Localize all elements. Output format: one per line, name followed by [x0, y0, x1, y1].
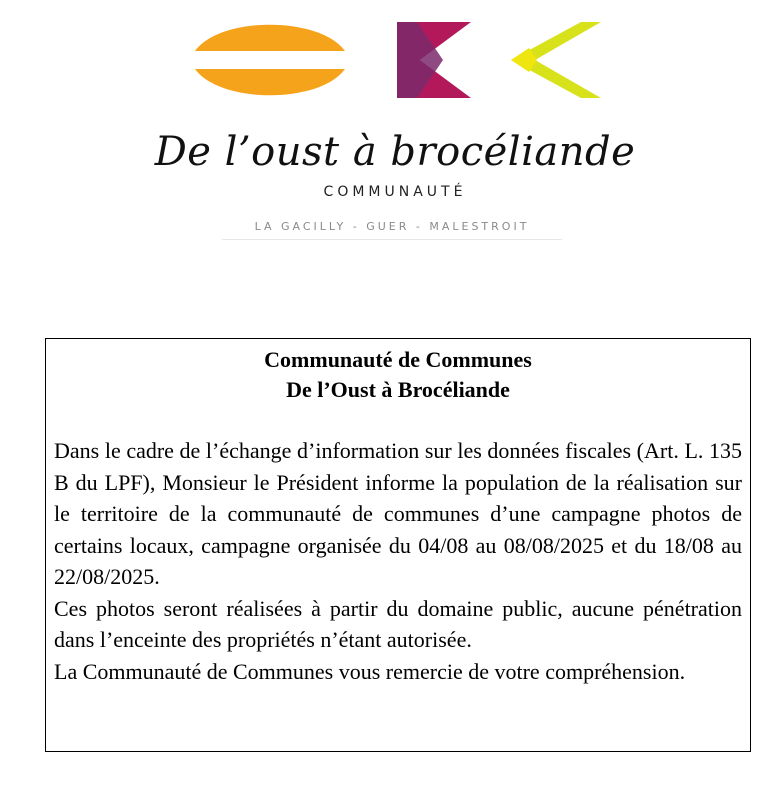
- logo-header: [0, 0, 776, 250]
- notice-body: [54, 435, 742, 687]
- notice-box: [45, 338, 751, 752]
- community-logo-graphic: [185, 18, 605, 102]
- notice-paragraph-public-domain: Ces photos seront réalisées à partir du domaine public, aucune pénétration dans l’enceinte des propriétés n’étant autorisée.: [54, 595, 742, 652]
- logo-orange-bottom-shape: [195, 69, 345, 95]
- notice-title-line2: De l’Oust à Brocéliande: [286, 377, 510, 402]
- notice-paragraph-campaign: Dans le cadre de l’échange d’information sur les données fiscales (Art. L. 135 B du LPF), Monsieur le Président informe la population de la réalisation sur le territoire de la communauté de communes d’une campagne photos de certains locaux, campagne organisée du 04/08 au 08/08/2025 et du 18/08 au 22/08/2025.: [54, 438, 742, 589]
- notice-paragraph-thanks: La Communauté de Communes vous remercie de votre compréhension.: [54, 658, 686, 684]
- logo-orange-top-shape: [195, 25, 345, 51]
- notice-title: [54, 345, 742, 405]
- brand-name: De l’oust à brocéliande: [154, 129, 636, 175]
- brand-towns: LA GACILLY - GUER - MALESTROIT: [222, 220, 562, 240]
- notice-title-line1: Communauté de Communes: [264, 347, 532, 372]
- brand-subtitle: COMMUNAUTÉ: [323, 184, 467, 200]
